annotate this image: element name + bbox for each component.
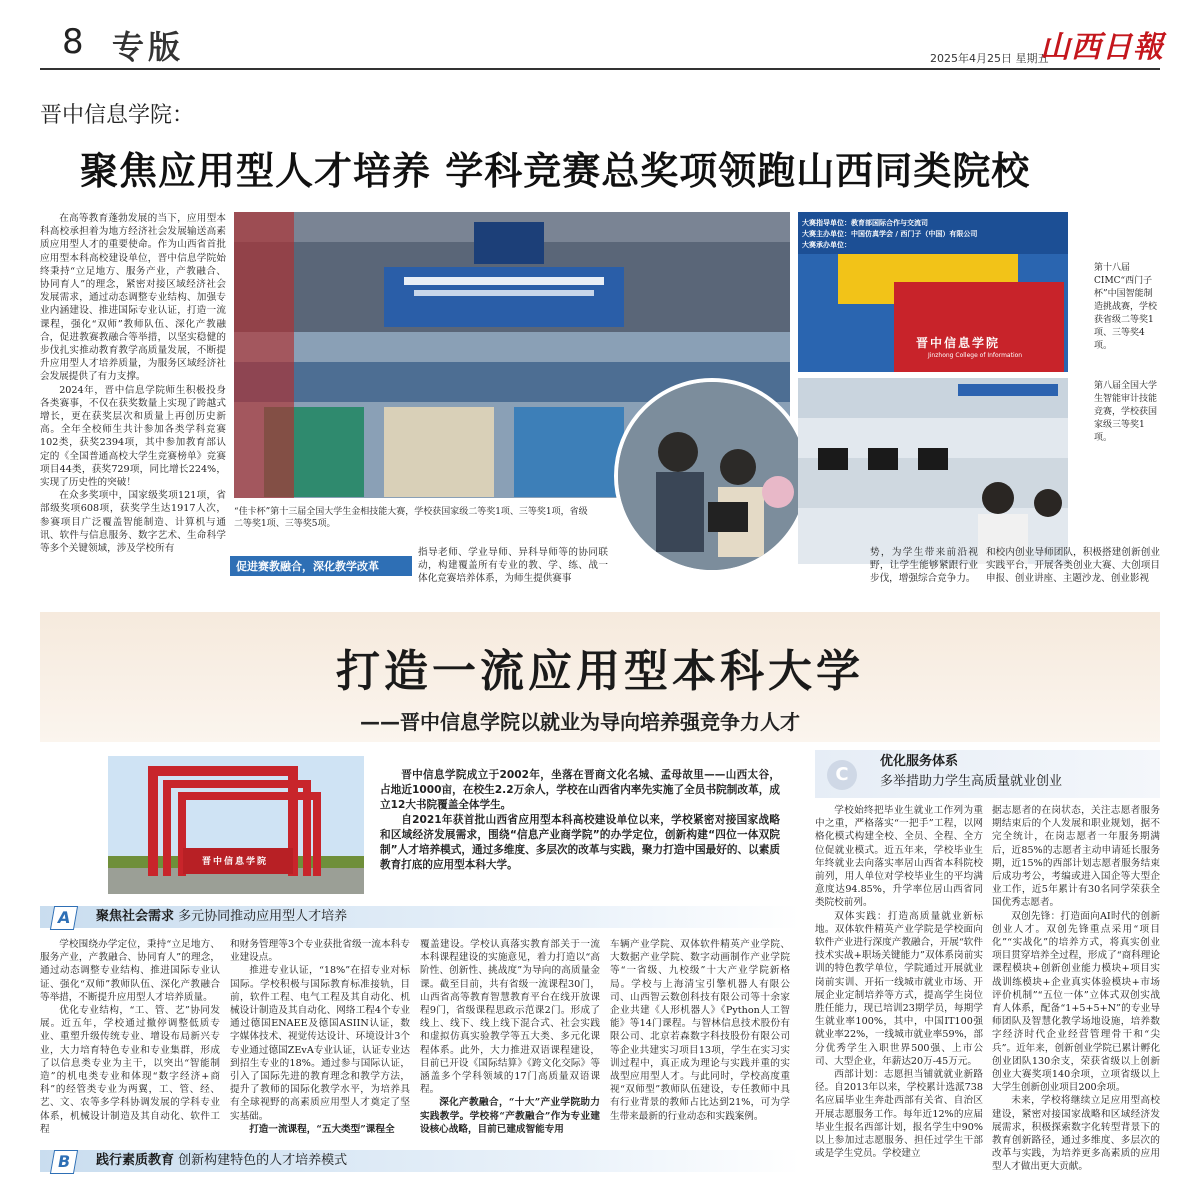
feature-subtitle: ——晋中信息学院以就业为导向培养强竞争力人才 [360,710,800,734]
issue-date: 2025年4月25日 星期五 [930,52,1049,65]
students-inset-image [618,382,806,570]
paragraph: 和财务管理等3个专业获批省级一流本科专业建设点。 [230,939,410,964]
paragraph: 学校围绕办学定位，秉持“立足地方、服务产业，产教融合、协同育人”的理念，通过动态调整专业结构、推进国际专业认证、强化“双师”教师队伍、深化产教融合等举措，不断提升应用型人才培养质量。 [40,939,220,1003]
section-c-col1 [815,804,983,1176]
section-a-col2 [230,938,410,1148]
banner-line: 大赛主办单位：中国仿真学会 / 西门子（中国）有限公司 [802,230,978,238]
campus-gate-photo [108,756,364,894]
paragraph: 双体实践：打造高质量就业新标地。双体软件精英产业学院是学校面向软件产业进行深度产教融合，开展“软件技术实战+职场关键能力”双体系岗前实训的特色教学单位，学院通过开展就业岗前实训、开拓一线城市就业市场、开展企业定制培养等方式，提高学生岗位胜任能力，现已培训23期学员，每期学生就业率100%，其中，中国IT100强就业率22%，一线城市就业率59%，部分优秀学生入职世界500强、上市公司、大型企业，年薪达20万-45万元。 [815,910,983,1067]
section-c-title [880,752,1062,792]
computer-lab-image [798,378,1068,564]
article-right-col-b [986,546,1160,598]
section-a-letter: A [50,906,78,930]
team-photo-banner [802,218,977,251]
banner-line: 大赛承办单位： [802,241,851,249]
section-c-line2: 多举措助力学生高质量就业创业 [880,774,1063,789]
feature-title: 打造一流应用型本科大学 [336,646,864,697]
photo3-caption: 第八届全国大学生智能审计技能竞赛，学校获国家级三等奖1项。 [1094,381,1158,443]
section-a-bold: 聚焦社会需求 [96,909,175,924]
section-c-line1: 优化服务体系 [880,754,959,769]
paragraph: 自2021年获首批山西省应用型本科高校建设单位以来，学校紧密对接国家战略和区域经济发展需求，围绕“信息产业商学院”的办学定位，创新构建“四位一体双院制”人才培养模式，通过多维度、多层次的改革与实践，聚力打造中国最好的、以素质教育打底的应用型本科大学。 [380,814,780,871]
section-a-col3 [420,938,600,1148]
paragraph: 晋中信息学院成立于2002年，坐落在晋商文化名城、孟母故里——山西太谷，占地近1000亩，在校生2.2万余人，学校在山西省内率先实施了全员书院制改革，成立12大书院覆盖全体学生。 [380,769,780,811]
paragraph: 在众多奖项中，国家级奖项121项，省部级奖项608项，获奖学生达1917人次，参赛项目广泛覆盖智能制造、计算机与通讯、软件与信息服务、数字艺术、生命科学等多个关键领域，涉及学校所有 [40,490,226,555]
students-inset-photo [614,378,810,574]
section-b-rest: 创新构建特色的人才培养模式 [174,1153,348,1168]
paragraph: 和校内创业导师团队，积极搭建创新创业实践平台，开展各类创业大赛、大创项目申报、创业讲座、主题沙龙、创业影视 [986,547,1160,585]
paragraph: 推进专业认证，“18%”在招专业对标国际。学校积极与国际教育标准接轨，目前，软件工程、电气工程及其自动化、机械设计制造及其自动化、网络工程4个专业通过德国ENAEE及德国ASIIN认证，数字媒体技术、视觉传达设计、环境设计3个专业通过德国ZEvA专业认证，认证专业达到招生专业的18%。通过参与国际认证，引入了国际先进的教育理念和教学方法，提升了教师的国际化教学水平，为培养具有全球视野的高素质应用型人才奠定了坚实基础。 [230,965,410,1122]
section-c-col2 [992,804,1160,1176]
paragraph: 深化产教融合，“十大”产业学院助力实践教学。学校将“产教融合”作为专业建设核心战略，目前已建成智能专用 [420,1097,600,1135]
paragraph: 据志愿者的在岗状态，关注志愿者服务期结束后的个人发展和职业规划，据不完全统计，在岗志愿者一年服务期满后，近85%的志愿者主动申请延长服务期，近15%的西部计划志愿者服务结束后成功考公，考编或进入国企等大型企业工作，近5年累计有30名同学荣获全国优秀志愿者。 [992,805,1160,909]
flag-text: 晋中信息学院 [916,336,1001,350]
photo1-caption: “佳卡杯”第十三届全国大学生金相技能大赛，学校获国家级二等奖1项、三等奖1项，省级二等奖1项、三等奖5项。 [234,507,588,529]
paragraph: 未来，学校将继续立足应用型高校建设，紧密对接国家战略和区域经济发展需求，积极探索数字化转型背景下的教育创新路径，通过多维度、多层次的改革与实践，为培养更多高素质的应用型人才做出更大贡献。 [992,1095,1160,1173]
paragraph: 指导老师、学业导师、异科导师等的协同联动，构建覆盖所有专业的教、学、练、战一体化竞赛培养体系，为师生提供赛事 [418,547,608,585]
section-a-rest: 多元协同推动应用型人才培养 [174,909,348,924]
section-subhead: 促进赛教融合，深化教学改革 [230,556,412,576]
computer-lab-photo [798,378,1068,564]
article-mid-col [418,546,608,598]
paragraph: 势，为学生带来前沿视野，让学生能够紧跟行业步伐，增强综合竞争力。 [870,547,978,585]
paragraph: 西部计划：志愿担当铺就就业新路径。自2013年以来，学校累计选派738名应届毕业生奔赴西部有关省、自治区开展志愿服务工作。每年近12%的应届毕业生报名西部计划，报名学生中90%以上参加过志愿服务、担任过学生干部或是学生党员。学校建立 [815,1069,983,1160]
section-b-letter: B [50,1150,78,1174]
gate-sign-text: 晋中信息学院 [202,857,269,867]
section-a-title [96,906,347,928]
paragraph: 双创先锋：打造面向AI时代的创新创业人才。双创先锋重点采用“项目化”“实战化”的培养方式，将真实创业项目贯穿培养全过程，形成了“商科理论课程模块+创新创业能力模块+项目实战训练模块+企业真实体验模块+市场评价机制”“五位一体”立体式双创实战育人体系，配备“1+5+5+N”的专业导师团队及智慧化教学场地设施，培养数字经济时代企业经营管理骨干和“尖兵”。近年来，创新创业学院已累计孵化创业团队130余支，荣获省级以上创新创业大赛奖项140余项，立项省级以上大学生创新创业项目200余项。 [992,910,1160,1094]
team-photo [798,212,1068,372]
campus-gate-image [108,756,364,894]
paragraph: 覆盖建设。学校认真落实教育部关于一流本科课程建设的实施意见，着力打造以“高阶性、创新性、挑战度”为导向的高质量金课。截至目前，共有省级一流课程30门，山西省高等教育智慧教育平台在线开放课程9门，省级课程思政示范课2门。形成了线上、线下、线上线下混合式、社会实践和虚拟仿真实验教学等五大类、多元化课程体系。此外，大力推进双语课程建设，目前已开设《国际结算》《跨文化交际》等涵盖多个学科领域的17门高质量双语课程。 [420,939,600,1096]
photo2-caption: 第十八届CIMC“西门子杯”中国智能制造挑战赛，学校获省级二等奖1项、三等奖4项。 [1094,263,1158,351]
section-a-col4 [610,938,790,1148]
banner-line: 大赛指导单位：教育部国际合作与交流司 [802,219,928,227]
section-label: 专版 [112,28,185,66]
section-a-col1 [40,938,220,1148]
section-b-bold: 践行素质教育 [96,1153,175,1168]
paragraph: 2024年，晋中信息学院师生积极投身各类赛事，不仅在获奖数量上实现了跨越式增长，更在获奖层次和质量上再创历史新高。全年全校师生共计参加各类学科竞赛102类，获奖2394项，其中参加教育部认定的《全国普通高校大学生竞赛榜单》竞赛项目44类，获奖729项，同比增长224%，实现了历史性的突破！ [40,384,226,489]
paragraph: 学校始终把毕业生就业工作列为重中之重，严格落实“一把手”工程，以网格化模式构建全校、全员、全程、全方位促就业模式。近五年来，学校毕业生年终就业去向落实率居山西省本科院校前列，用人单位对学校毕业生的平均满意度达94.85%，升学率位居山西省同类院校前列。 [815,805,983,909]
paragraph: 优化专业结构，“工、管、艺”协同发展。近五年，学校通过撤停调整低质专业、重塑升级传统专业、增设布局新兴专业，大力培育特色专业和专业集群，形成了以信息类专业为主干，以突出“智能制造”的机电类专业和体现“数字经济+商科”的经管类专业为两翼，工、管、经、艺、文、农等多学科协调发展的学科专业体系，机械设计制造及其自动化、软件工程 [40,1005,220,1135]
paragraph: 打造一流课程，“五大类型”课程全 [249,1123,395,1135]
page-number: 8 [62,22,84,62]
paragraph: 在高等教育蓬勃发展的当下，应用型本科高校承担着为地方经济社会发展输送高素质应用型人才的重要使命。作为山西省首批应用型本科高校建设单位，晋中信息学院始终秉持“立足地方、服务产业，产教融合、协同育人”的理念，紧密对接区域经济社会发展需求，通过动态调整专业结构、加强专业内涵建设、推进国际专业认证，打造一流课程，强化“双师”教师队伍、深化产教融合，促进教赛教融合等举措，以坚实稳健的步伐扎实推动教育教学高质量发展，不断提升应用型人才培养质量，为服务区域经济社会发展提供了有力支撑。 [40,213,226,383]
article-title: 聚焦应用型人才培养 学科竞赛总奖项领跑山西同类院校 [80,149,1031,193]
header-rule [40,68,1160,70]
flag-text-en: Jinzhong College of Information [928,352,1023,359]
feature-intro [380,768,780,873]
section-c-letter: C [827,760,857,790]
article-col1 [40,212,226,597]
section-b-title [96,1150,347,1172]
article-kicker: 晋中信息学院： [40,103,195,128]
article-right-col-a [870,546,978,598]
paragraph: 车辆产业学院、双体软件精英产业学院、大数据产业学院、数字动画制作产业学院等“一省级、九校级”十大产业学院新格局。学校与上海清宝引擎机器人有限公司、山西智云数创科技有限公司等十余家企业共建《人形机器人》《Python人工智能》等14门课程。与智林信息技术股份有限公司、北京若森数字科技股份有限公司等企业共建实习项目13项，学生在实习实训过程中，真正成为理论与实践并重的实战型应用型人才。与此同时，学校高度重视“双师型”教师队伍建设，专任教师中具有行业背景的教师占比达到21%，可为学生带来最新的行业动态和实践案例。 [610,939,790,1122]
newspaper-logo: 山西日報 [1040,30,1164,65]
